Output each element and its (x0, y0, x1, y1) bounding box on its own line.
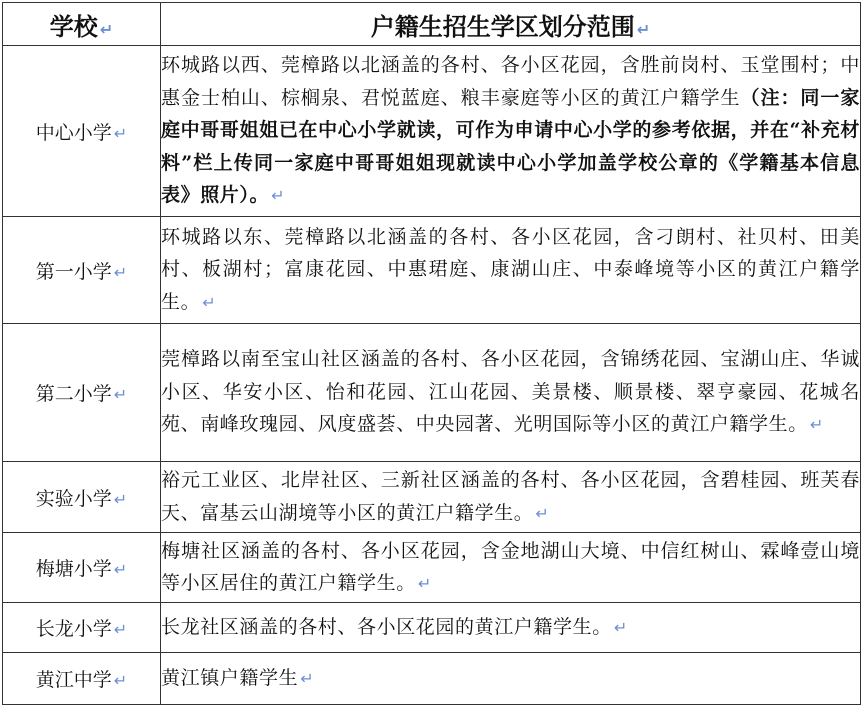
return-mark-icon: ↵ (636, 19, 651, 39)
zone-scope: 环城路以西、莞樟路以北涵盖的各村、各小区花园，含胜前岗村、玉堂围村；中惠金士柏山、棕榈泉、君悦蓝庭、粮丰豪庭等小区的黄江户籍学生（注：同一家庭中哥哥姐姐已在中心小学就读，可作为申请中心小学的参考依据，并在“补充材料”栏上传同一家庭中哥哥姐姐现就读中心小学加盖学校公章的《学籍基本信息表》照片）。 ↵ (161, 46, 861, 217)
table-row (3, 603, 861, 653)
return-mark-icon: ↵ (113, 123, 128, 143)
school-name: 黄江中学 ↵ (3, 653, 161, 705)
zone-scope: 裕元工业区、北岸社区、三新社区涵盖的各村、各小区花园，含碧桂园、班芙春天、富基云山湖境等小区的黄江户籍学生。 ↵ (161, 462, 861, 533)
return-mark-icon: ↵ (809, 415, 824, 435)
return-mark-icon: ↵ (300, 668, 315, 688)
school-name: 长龙小学 ↵ (3, 603, 161, 653)
zone-scope: 莞樟路以南至宝山社区涵盖的各村、各小区花园，含锦绣花园、宝湖山庄、华诚小区、华安小区、怡和花园、江山花园、美景楼、顺景楼、翠亨豪园、花城名苑、南峰玫瑰园、风度盛荟、中央园著、光明国际等小区的黄江户籍学生。 ↵ (161, 324, 861, 462)
return-mark-icon: ↵ (535, 503, 550, 523)
return-mark-icon: ↵ (113, 489, 128, 509)
zone-scope: 长龙社区涵盖的各村、各小区花园的黄江户籍学生。 ↵ (161, 603, 861, 653)
school-name: 中心小学 ↵ (3, 46, 161, 217)
school-name: 第一小学 ↵ (3, 217, 161, 324)
table-row (3, 217, 861, 324)
school-column-header: 学校 ↵ (3, 3, 161, 46)
return-mark-icon: ↵ (202, 292, 217, 312)
return-mark-icon: ↵ (271, 186, 286, 206)
return-mark-icon: ↵ (113, 262, 128, 282)
return-mark-icon: ↵ (113, 620, 128, 639)
zone-scope: 黄江镇户籍学生 ↵ (161, 653, 861, 705)
return-mark-icon: ↵ (113, 671, 128, 690)
table-row (3, 653, 861, 705)
table-row (3, 46, 861, 217)
return-mark-icon: ↵ (613, 617, 628, 637)
school-name: 梅塘小学 ↵ (3, 533, 161, 603)
scope-column-header: 户籍生招生学区划分范围 ↵ (161, 3, 861, 46)
table-row (3, 324, 861, 462)
school-name: 第二小学 ↵ (3, 324, 161, 462)
school-zone-table (2, 2, 861, 705)
table-row (3, 462, 861, 533)
school-name: 实验小学 ↵ (3, 462, 161, 533)
return-mark-icon: ↵ (113, 385, 128, 404)
return-mark-icon: ↵ (99, 19, 114, 39)
return-mark-icon: ↵ (417, 574, 432, 593)
zone-scope: 梅塘社区涵盖的各村、各小区花园，含金地湖山大境、中信红树山、霖峰壹山境等小区居住的黄江户籍学生。 ↵ (161, 533, 861, 603)
zone-scope: 环城路以东、莞樟路以北涵盖的各村、各小区花园，含刁朗村、社贝村、田美村、板湖村；富康花园、中惠珺庭、康湖山庄、中泰峰境等小区的黄江户籍学生。 ↵ (161, 217, 861, 324)
table-row (3, 533, 861, 603)
zone-note: （注：同一家庭中哥哥姐姐已在中心小学就读，可作为申请中心小学的参考依据，并在“补充材料”栏上传同一家庭中哥哥姐姐现就读中心小学加盖学校公章的《学籍基本信息表》照片）。 (161, 86, 860, 207)
table-header-row (3, 3, 861, 46)
return-mark-icon: ↵ (113, 560, 128, 579)
